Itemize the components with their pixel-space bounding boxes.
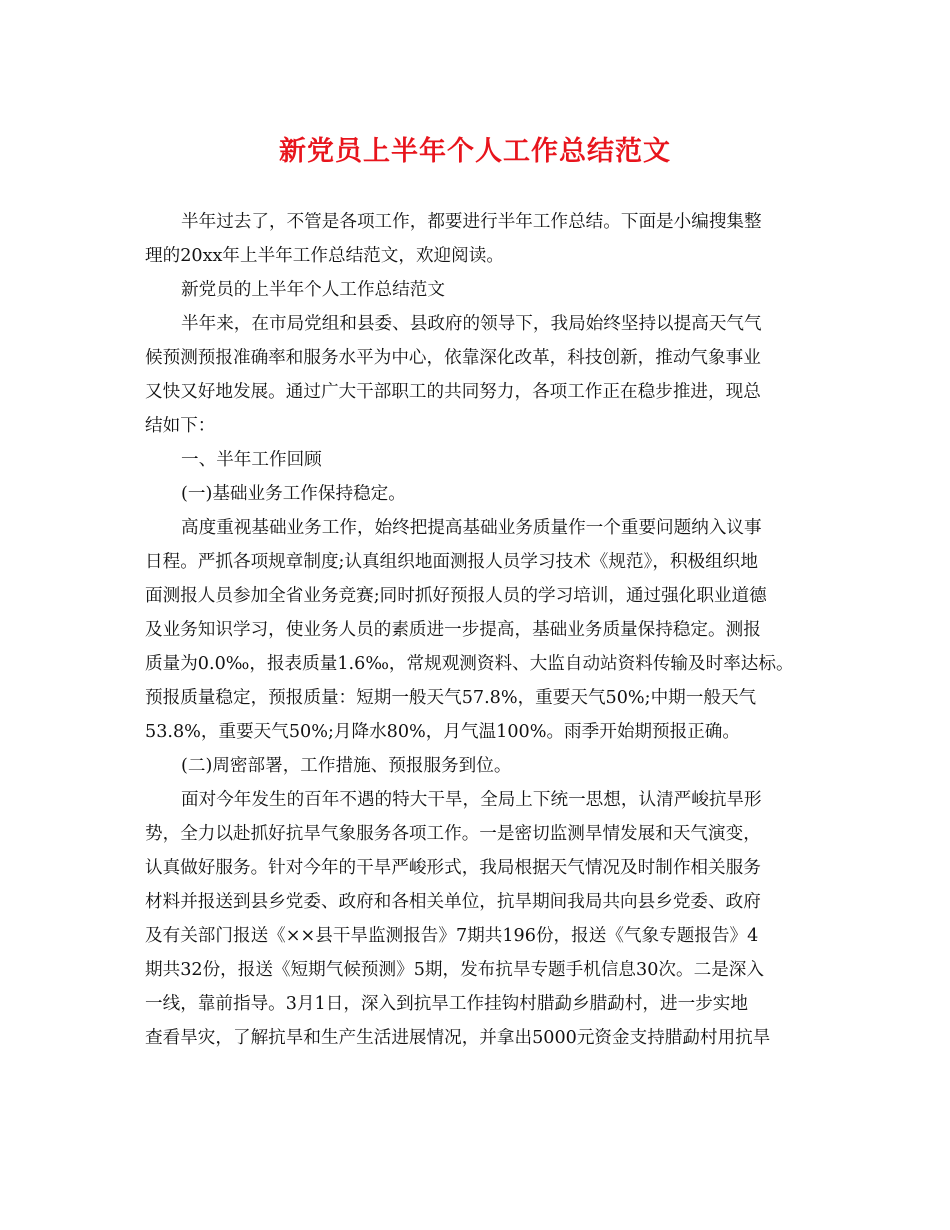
- paragraph-line: 势，全力以赴抓好抗旱气象服务各项工作。一是密切监测旱情发展和天气演变，: [145, 824, 761, 844]
- paragraph-line: 质量为0.0‰，报表质量1.6‰，常规观测资料、大监自动站资料传输及时率达标。: [145, 654, 794, 674]
- paragraph-line: 高度重视基础业务工作，始终把提高基础业务质量作一个重要问题纳入议事: [181, 518, 762, 538]
- section-heading: 一、半年工作回顾: [181, 450, 322, 470]
- paragraph-line: 候预测预报准确率和服务水平为中心，依靠深化改革，科技创新，推动气象事业: [145, 348, 761, 368]
- document-body: [145, 205, 815, 1055]
- paragraph-line: 结如下：: [145, 416, 216, 436]
- section-heading: 新党员的上半年个人工作总结范文: [181, 280, 445, 300]
- paragraph-line: 一线，靠前指导。3月1日，深入到抗旱工作挂钩村腊勐乡腊勐村，进一步实地: [145, 994, 748, 1014]
- paragraph-line: 预报质量稳定，预报质量：短期一般天气57.8%，重要天气50%;中期一般天气: [145, 688, 757, 708]
- paragraph-line: 及业务知识学习，使业务人员的素质进一步提高，基础业务质量保持稳定。测报: [145, 620, 761, 640]
- paragraph-line: 面对今年发生的百年不遇的特大干旱，全局上下统一思想，认清严峻抗旱形: [181, 790, 762, 810]
- paragraph-line: 查看旱灾，了解抗旱和生产生活进展情况，并拿出5000元资金支持腊勐村用抗旱: [145, 1028, 771, 1048]
- paragraph-line: 期共32份，报送《短期气候预测》5期，发布抗旱专题手机信息30次。二是深入: [145, 960, 764, 980]
- paragraph-line: 理的20xx年上半年工作总结范文，欢迎阅读。: [145, 246, 504, 266]
- paragraph-line: 半年来，在市局党组和县委、县政府的领导下，我局始终坚持以提高天气气: [181, 314, 762, 334]
- paragraph-line: 及有关部门报送《××县干旱监测报告》7期共196份，报送《气象专题报告》4: [145, 926, 759, 946]
- document-title: 新党员上半年个人工作总结范文: [279, 136, 671, 167]
- paragraph-line: 日程。严抓各项规章制度;认真组织地面测报人员学习技术《规范》，积极组织地: [145, 552, 758, 572]
- paragraph-line: 53.8%，重要天气50%;月降水80%，月气温100%。雨季开始期预报正确。: [145, 722, 740, 742]
- paragraph-line: 半年过去了，不管是各项工作，都要进行半年工作总结。下面是小编搜集整: [181, 212, 762, 232]
- paragraph-line: 材料并报送到县乡党委、政府和各相关单位，抗旱期间我局共向县乡党委、政府: [145, 892, 761, 912]
- paragraph-line: 面测报人员参加全省业务竞赛;同时抓好预报人员的学习培训，通过强化职业道德: [145, 586, 767, 606]
- subsection-heading: (二)周密部署，工作措施、预报服务到位。: [181, 756, 512, 776]
- paragraph-line: 又快又好地发展。通过广大干部职工的共同努力，各项工作正在稳步推进，现总: [145, 382, 761, 402]
- paragraph-line: 认真做好服务。针对今年的干旱严峻形式，我局根据天气情况及时制作相关服务: [145, 858, 761, 878]
- subsection-heading: (一)基础业务工作保持稳定。: [181, 484, 406, 504]
